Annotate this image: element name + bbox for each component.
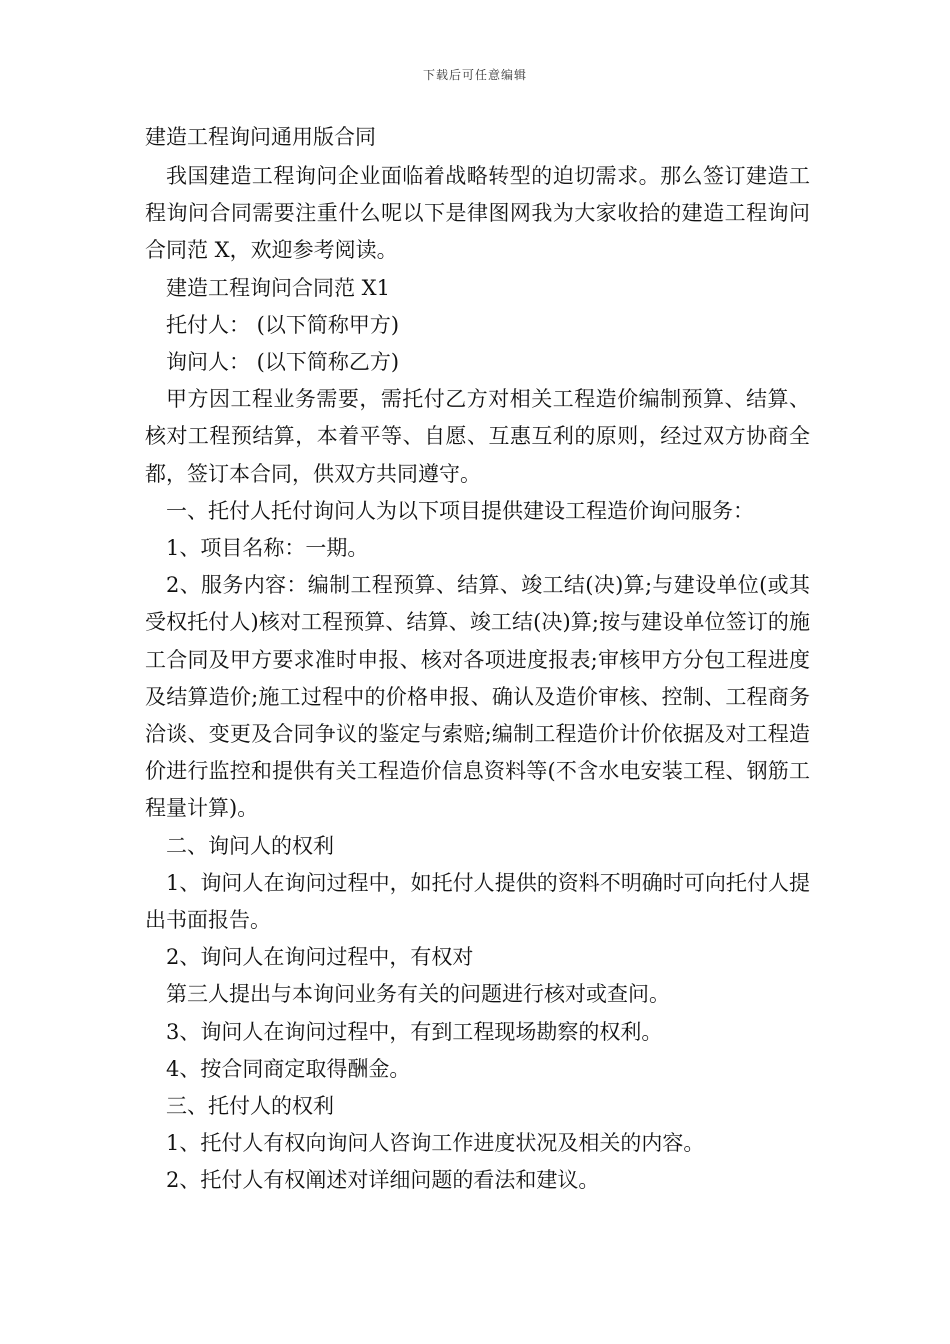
- party-b-line: 询问人： (以下简称乙方): [166, 350, 400, 375]
- sample-title: 建造工程询问合同范 X1: [166, 275, 390, 300]
- party-a-line: 托付人： (以下简称甲方): [166, 312, 400, 337]
- section-3-item-1: 1、托付人有权向询问人咨询工作进度状况及相关的内容。: [166, 1131, 705, 1156]
- section-2-item-1: 1、询问人在询问过程中，如托付人提供的资料不明确时可向托付人提出书面报告。: [145, 870, 810, 933]
- document-body: [145, 122, 810, 1200]
- section-1-heading: 一、托付人托付询问人为以下项目提供建设工程造价询问服务：: [166, 498, 754, 523]
- preamble-paragraph: 甲方因工程业务需要，需托付乙方对相关工程造价编制预算、结算、核对工程预结算，本着平等、自愿、互惠互利的原则，经过双方协商全都，签订本合同，供双方共同遵守。: [145, 387, 810, 486]
- intro-paragraph: 我国建造工程询问企业面临着战略转型的迫切需求。那么签订建造工程询问合同需要注重什么呢以下是律图网我为大家收拾的建造工程询问合同范 X，欢迎参考阅读。: [145, 164, 810, 263]
- header-note: 下载后可任意编辑: [422, 68, 527, 82]
- section-2-item-2a: 2、询问人在询问过程中，有权对: [166, 945, 474, 970]
- section-2-heading: 二、询问人的权利: [166, 833, 334, 858]
- section-1-item-1: 1、项目名称：一期。: [166, 536, 369, 561]
- section-3-item-2: 2、托付人有权阐述对详细问题的看法和建议。: [166, 1168, 600, 1193]
- section-2-item-3: 3、询问人在询问过程中，有到工程现场勘察的权利。: [166, 1019, 663, 1044]
- section-3-heading: 三、托付人的权利: [166, 1094, 334, 1119]
- section-2-item-4: 4、按合同商定取得酬金。: [166, 1056, 411, 1081]
- document-title: 建造工程询问通用版合同: [145, 125, 376, 149]
- section-1-item-2: 2、服务内容：编制工程预算、结算、竣工结(决)算;与建设单位(或其受权托付人)核对工程预算、结算、竣工结(决)算;按与建设单位签订的施工合同及甲方要求准时申报、核对各项进度报表;审核甲方分包工程进度及结算造价;施工过程中的价格申报、确认及造价审核、控制、工程商务洽谈、变更及合同争议的鉴定与索赔;编制工程造价计价依据及对工程造价进行监控和提供有关工程造价信息资料等(不含水电安装工程、钢筋工程量计算)。: [145, 573, 810, 821]
- section-2-item-2b: 第三人提出与本询问业务有关的问题进行核对或查问。: [166, 982, 670, 1007]
